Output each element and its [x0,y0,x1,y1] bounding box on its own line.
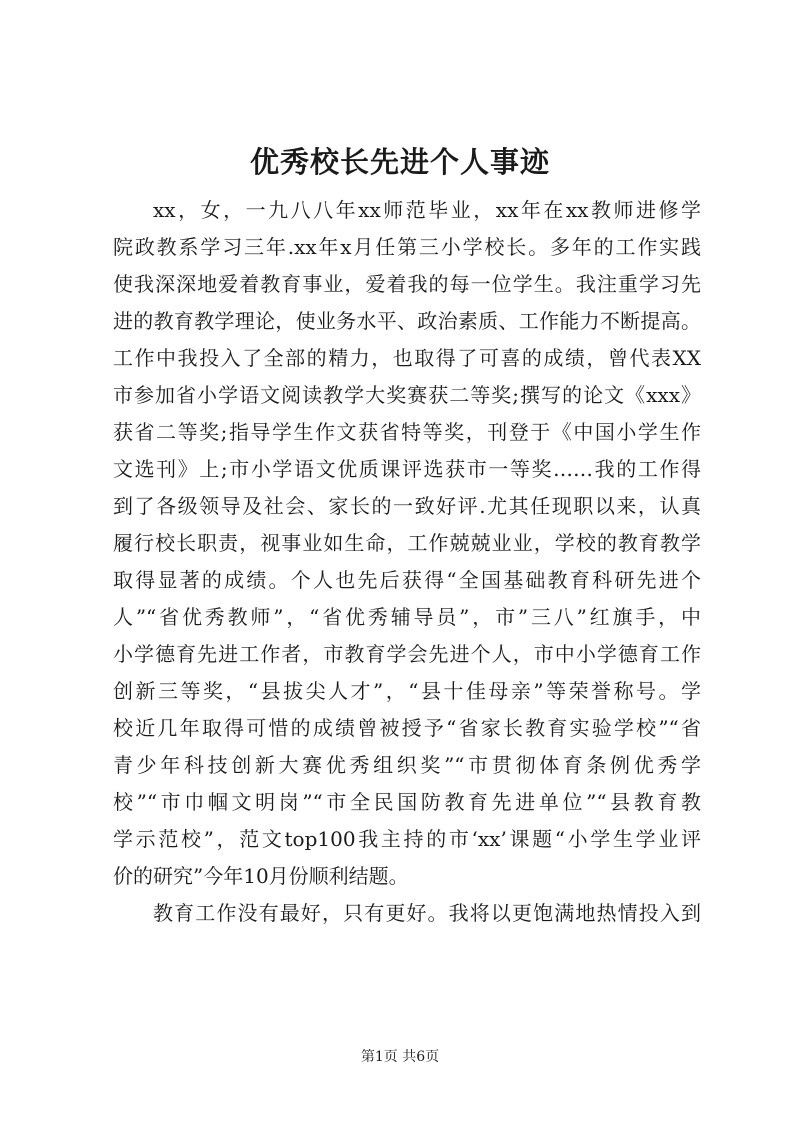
paragraph-1-line-19: 价的研究”今年10月份顺利结题。 [113,864,409,888]
paragraph-2-line-1: 教育工作没有最好，只有更好。我将以更饱满地热情投入到 [153,901,701,925]
paragraph-1-line-15: 校近几年取得可惜的成绩曾被授予“省家长教育实验学校”“省 [113,716,701,740]
paragraph-1-line-14: 创新三等奖，“县拔尖人才”，“县十佳母亲”等荣誉称号。学 [113,679,701,703]
paragraph-1-line-2: 院政教系学习三年.xx年x月任第三小学校长。多年的工作实践 [113,235,701,259]
paragraph-1-line-18: 学示范校”，范文top100我主持的市‘xx’课题“小学生学业评 [113,827,701,851]
paragraph-1-line-10: 履行校长职责，视事业如生命，工作兢兢业业，学校的教育教学 [113,531,701,555]
paragraph-1-line-3: 使我深深地爱着教育事业，爱着我的每一位学生。我注重学习先 [113,272,701,296]
paragraph-1-line-5: 工作中我投入了全部的精力，也取得了可喜的成绩，曾代表XX [113,346,701,370]
paragraph-1-line-11: 取得显著的成绩。个人也先后获得“全国基础教育科研先进个 [113,568,701,592]
paragraph-1-line-17: 校”“市巾帼文明岗”“市全民国防教育先进单位”“县教育教 [113,790,701,814]
paragraph-1-line-9: 到了各级领导及社会、家长的一致好评.尤其任现职以来，认真 [113,494,701,518]
page-number-footer: 第1页 共6页 [360,1049,440,1065]
paragraph-1-line-13: 小学德育先进工作者，市教育学会先进个人，市中小学德育工作 [113,642,701,666]
paragraph-1-line-8: 文选刊》上;市小学语文优质课评选获市一等奖……我的工作得 [113,457,701,481]
paragraph-1-line-12: 人”“省优秀教师”，“省优秀辅导员”，市”三八”红旗手，中 [113,605,701,629]
paragraph-1-line-6: 市参加省小学语文阅读教学大奖赛获二等奖;撰写的论文《xxx》 [113,383,701,407]
paragraph-1-line-4: 进的教育教学理论，使业务水平、政治素质、工作能力不断提高。 [113,309,701,333]
paragraph-1-line-7: 获省二等奖;指导学生作文获省特等奖，刊登于《中国小学生作 [113,420,701,444]
document-title: 优秀校长先进个人事迹 [249,145,550,179]
paragraph-1-line-16: 青少年科技创新大赛优秀组织奖”“市贯彻体育条例优秀学 [113,753,701,777]
paragraph-1-line-1: xx，女，一九八八年xx师范毕业，xx年在xx教师进修学 [153,198,701,222]
